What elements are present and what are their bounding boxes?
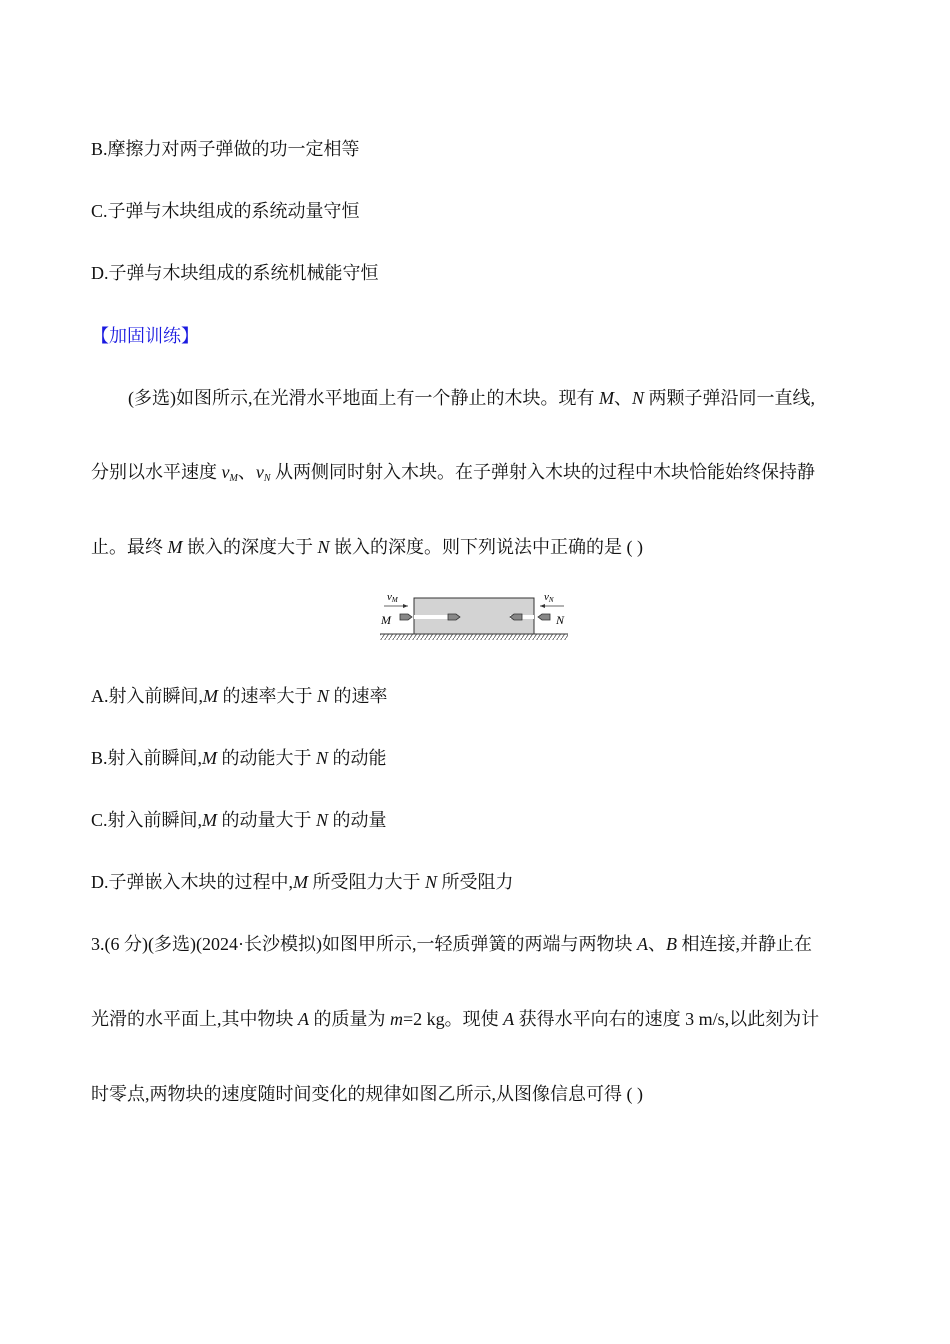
q3-line-1: 3.(6 分)(多选)(2024·长沙模拟)如图甲所示,一轻质弹簧的两端与两物块 A、B 相连接,并静止在 — [91, 934, 812, 954]
option-b-prev: B.摩擦力对两子弹做的功一定相等 — [91, 139, 360, 159]
label-m: M — [381, 613, 391, 627]
option-d: D.子弹嵌入木块的过程中,M 所受阻力大于 N 所受阻力 — [91, 872, 514, 892]
question-line-2: 分别以水平速度 $v_M$、$v_N$ 从两侧同时射入木块。在子弹射入木块的过程中木块恰能始终保持静 — [91, 462, 816, 484]
question-line-3: 止。最终 M 嵌入的深度大于 N 嵌入的深度。则下列说法中正确的是 ( ) — [91, 537, 644, 557]
option-b: B.射入前瞬间,M 的动能大于 N 的动能 — [91, 748, 387, 768]
bullet-n — [538, 614, 550, 620]
question-line-1: (多选)如图所示,在光滑水平地面上有一个静止的木块。现有 M、N 两颗子弹沿同一直线, — [128, 388, 816, 408]
label-vn: vN — [544, 591, 554, 604]
option-d-prev: D.子弹与木块组成的系统机械能守恒 — [91, 263, 379, 283]
option-c-prev: C.子弹与木块组成的系统动量守恒 — [91, 201, 360, 221]
bullet-block-figure — [378, 584, 570, 644]
option-a: A.射入前瞬间,M 的速率大于 N 的速率 — [91, 686, 388, 706]
option-c: C.射入前瞬间,M 的动量大于 N 的动量 — [91, 810, 387, 830]
q3-line-2: 光滑的水平面上,其中物块 A 的质量为 m=2 kg。现使 A 获得水平向右的速度 3 m/s,以此刻为计 — [91, 1009, 820, 1029]
arrow-vn-head — [540, 604, 545, 608]
q3-line-3: 时零点,两物块的速度随时间变化的规律如图乙所示,从图像信息可得 ( ) — [91, 1084, 643, 1104]
section-title: 【加固训练】 — [91, 326, 199, 346]
label-vm: vM — [387, 591, 398, 604]
arrow-vm-head — [403, 604, 408, 608]
label-n: N — [556, 613, 565, 627]
ground-hatch — [380, 634, 568, 640]
bullet-m — [400, 614, 412, 620]
